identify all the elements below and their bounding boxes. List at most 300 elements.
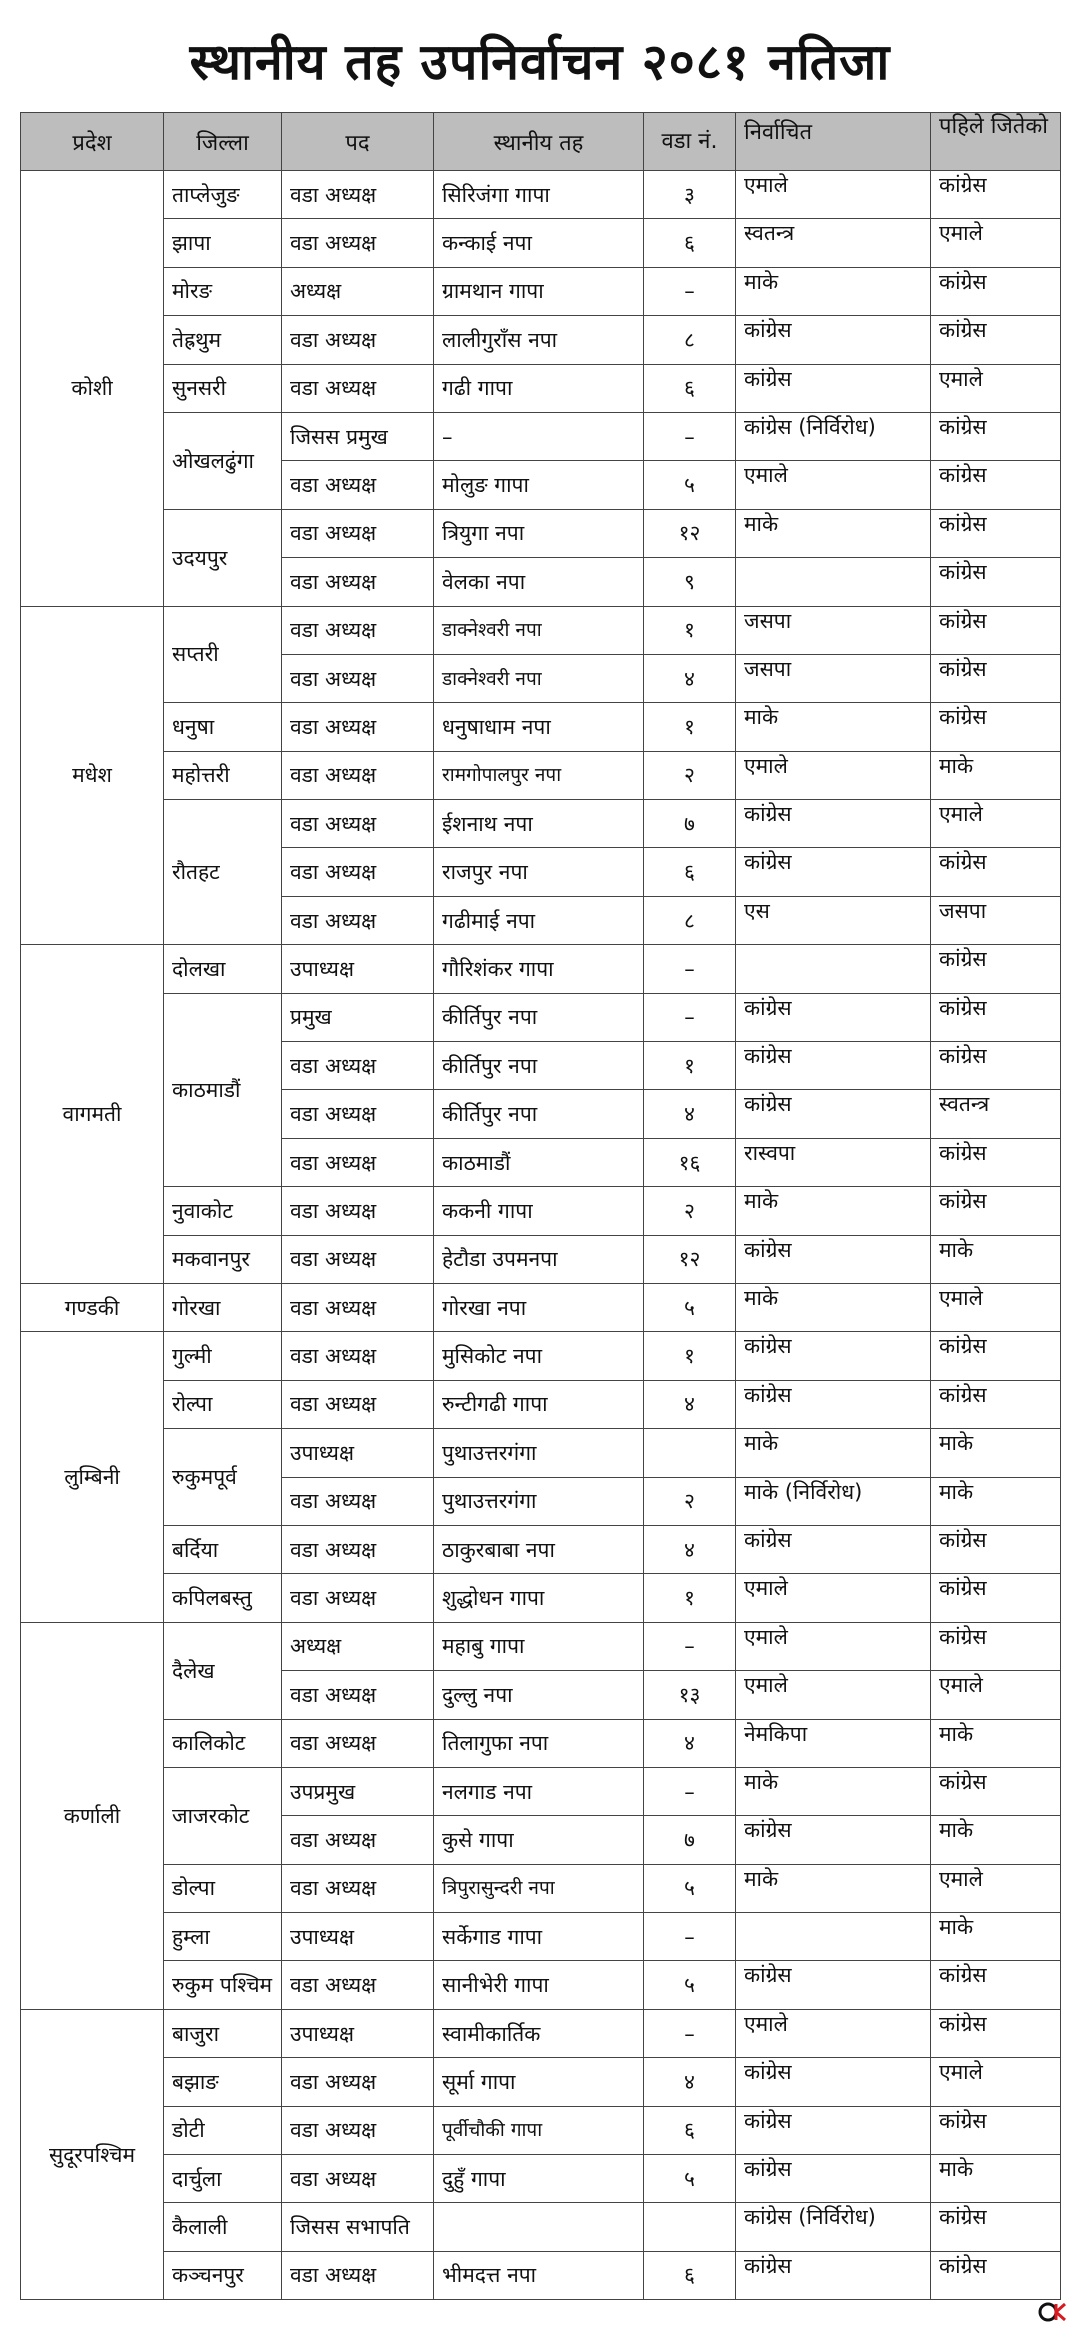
local-level-cell: वेलका नपा <box>434 558 644 606</box>
previous-winner-cell: माके <box>931 1235 1061 1283</box>
district-cell: बर्दिया <box>164 1525 282 1573</box>
local-level-cell: कुसे गापा <box>434 1816 644 1864</box>
ward-no-cell: १३ <box>644 1671 736 1719</box>
local-level-cell: – <box>434 412 644 460</box>
local-level-cell: सर्केगाड गापा <box>434 1913 644 1961</box>
elected-cell: एमाले <box>736 1671 931 1719</box>
post-cell: वडा अध्यक्ष <box>282 1138 434 1186</box>
district-cell: डोल्पा <box>164 1864 282 1912</box>
previous-winner-cell: माके <box>931 1477 1061 1525</box>
ward-no-cell: – <box>644 945 736 993</box>
post-cell: उपाध्यक्ष <box>282 1913 434 1961</box>
header-district: जिल्ला <box>164 113 282 171</box>
previous-winner-cell: कांग्रेस <box>931 2251 1061 2299</box>
post-cell: वडा अध्यक्ष <box>282 1380 434 1428</box>
table-row <box>21 316 1061 364</box>
local-level-cell: गढीमाई नपा <box>434 896 644 944</box>
previous-winner-cell: कांग्रेस <box>931 993 1061 1041</box>
post-cell: वडा अध्यक्ष <box>282 1719 434 1767</box>
previous-winner-cell: एमाले <box>931 364 1061 412</box>
post-cell: वडा अध्यक्ष <box>282 364 434 412</box>
table-row <box>21 1187 1061 1235</box>
ward-no-cell: ४ <box>644 1380 736 1428</box>
elected-cell: एमाले <box>736 461 931 509</box>
elected-cell: कांग्रेस <box>736 2251 931 2299</box>
previous-winner-cell: कांग्रेस <box>931 1961 1061 2009</box>
post-cell: वडा अध्यक्ष <box>282 1671 434 1719</box>
table-row <box>21 1961 1061 2009</box>
page-title: स्थानीय तह उपनिर्वाचन २०८१ नतिजा <box>189 33 891 91</box>
local-level-cell: कन्काई नपा <box>434 219 644 267</box>
ward-no-cell: ५ <box>644 461 736 509</box>
elected-cell: माके <box>736 509 931 557</box>
table-row <box>21 1622 1061 1670</box>
elected-cell: माके <box>736 1283 931 1331</box>
table-row <box>21 703 1061 751</box>
previous-winner-cell: एमाले <box>931 800 1061 848</box>
ward-no-cell: ६ <box>644 364 736 412</box>
table-row <box>21 800 1061 848</box>
elected-cell: रास्वपा <box>736 1138 931 1186</box>
local-level-cell: त्रिपुरासुन्दरी नपा <box>434 1864 644 1912</box>
table-row <box>21 2155 1061 2203</box>
district-cell: ओखलढुंगा <box>164 412 282 509</box>
elected-cell <box>736 558 931 606</box>
header-previous-winner: पहिले जितेको <box>931 113 1061 171</box>
elected-cell: एमाले <box>736 2009 931 2057</box>
local-level-cell: डाक्नेश्वरी नपा <box>434 606 644 654</box>
district-cell: रुकुमपूर्व <box>164 1429 282 1526</box>
header-ward-no: वडा नं. <box>644 113 736 171</box>
header-elected: निर्वाचित <box>736 113 931 171</box>
district-cell: कैलाली <box>164 2203 282 2251</box>
elected-cell <box>736 945 931 993</box>
elected-cell: कांग्रेस <box>736 316 931 364</box>
district-cell: नुवाकोट <box>164 1187 282 1235</box>
province-cell: मधेश <box>21 606 164 945</box>
local-level-cell: महाबु गापा <box>434 1622 644 1670</box>
post-cell: वडा अध्यक्ष <box>282 800 434 848</box>
local-level-cell: धनुषाधाम नपा <box>434 703 644 751</box>
previous-winner-cell: कांग्रेस <box>931 606 1061 654</box>
ward-no-cell: ४ <box>644 2058 736 2106</box>
local-level-cell: दुल्लु नपा <box>434 1671 644 1719</box>
ward-no-cell: – <box>644 1622 736 1670</box>
ward-no-cell: ७ <box>644 1816 736 1864</box>
local-level-cell: गौरिशंकर गापा <box>434 945 644 993</box>
previous-winner-cell: कांग्रेस <box>931 1138 1061 1186</box>
table-row <box>21 2251 1061 2299</box>
elected-cell: माके <box>736 703 931 751</box>
post-cell: वडा अध्यक्ष <box>282 2155 434 2203</box>
ward-no-cell: – <box>644 1913 736 1961</box>
district-cell: मकवानपुर <box>164 1235 282 1283</box>
table-row <box>21 171 1061 219</box>
district-cell: उदयपुर <box>164 509 282 606</box>
elected-cell: माके <box>736 1429 931 1477</box>
district-cell: रुकुम पश्चिम <box>164 1961 282 2009</box>
elected-cell: माके (निर्विरोध) <box>736 1477 931 1525</box>
previous-winner-cell: कांग्रेस <box>931 2106 1061 2154</box>
local-level-cell: सूर्मा गापा <box>434 2058 644 2106</box>
table-row <box>21 1913 1061 1961</box>
ward-no-cell: – <box>644 412 736 460</box>
post-cell: वडा अध्यक्ष <box>282 219 434 267</box>
ward-no-cell: ४ <box>644 1525 736 1573</box>
elected-cell: कांग्रेस (निर्विरोध) <box>736 2203 931 2251</box>
post-cell: वडा अध्यक्ष <box>282 1961 434 2009</box>
previous-winner-cell: माके <box>931 1816 1061 1864</box>
previous-winner-cell: कांग्रेस <box>931 461 1061 509</box>
post-cell: वडा अध्यक्ष <box>282 1187 434 1235</box>
local-level-cell: दुहुँ गापा <box>434 2155 644 2203</box>
ward-no-cell: १ <box>644 1332 736 1380</box>
province-cell: कर्णाली <box>21 1622 164 2009</box>
post-cell: उपाध्यक्ष <box>282 1429 434 1477</box>
post-cell: जिसस प्रमुख <box>282 412 434 460</box>
elected-cell: कांग्रेस <box>736 993 931 1041</box>
district-cell: बाजुरा <box>164 2009 282 2057</box>
ward-no-cell: ४ <box>644 1719 736 1767</box>
local-level-cell: ठाकुरबाबा नपा <box>434 1525 644 1573</box>
ward-no-cell: १ <box>644 1574 736 1622</box>
table-row <box>21 219 1061 267</box>
province-cell: सुदूरपश्चिम <box>21 2009 164 2299</box>
previous-winner-cell: स्वतन्त्र <box>931 1090 1061 1138</box>
district-cell: दैलेख <box>164 1622 282 1719</box>
ward-no-cell: ५ <box>644 1864 736 1912</box>
previous-winner-cell: कांग्रेस <box>931 171 1061 219</box>
table-row <box>21 993 1061 1041</box>
ward-no-cell: – <box>644 1767 736 1815</box>
previous-winner-cell: कांग्रेस <box>931 1767 1061 1815</box>
district-cell: गोरखा <box>164 1283 282 1331</box>
district-cell: मोरङ <box>164 267 282 315</box>
ward-no-cell: १ <box>644 1042 736 1090</box>
ward-no-cell: ९ <box>644 558 736 606</box>
previous-winner-cell: कांग्रेस <box>931 703 1061 751</box>
local-level-cell: मुसिकोट नपा <box>434 1332 644 1380</box>
local-level-cell: पूर्वीचौकी गापा <box>434 2106 644 2154</box>
post-cell: वडा अध्यक्ष <box>282 1283 434 1331</box>
ward-no-cell: ४ <box>644 654 736 702</box>
local-level-cell: लालीगुराँस नपा <box>434 316 644 364</box>
local-level-cell: डाक्नेश्वरी नपा <box>434 654 644 702</box>
local-level-cell: सानीभेरी गापा <box>434 1961 644 2009</box>
local-level-cell: शुद्धोधन गापा <box>434 1574 644 1622</box>
ward-no-cell: १ <box>644 606 736 654</box>
elected-cell: कांग्रेस <box>736 1332 931 1380</box>
post-cell: वडा अध्यक्ष <box>282 171 434 219</box>
elected-cell: एमाले <box>736 1574 931 1622</box>
table-row <box>21 509 1061 557</box>
local-level-cell: गोरखा नपा <box>434 1283 644 1331</box>
post-cell: वडा अध्यक्ष <box>282 1090 434 1138</box>
post-cell: वडा अध्यक्ष <box>282 1574 434 1622</box>
previous-winner-cell: कांग्रेस <box>931 509 1061 557</box>
post-cell: अध्यक्ष <box>282 1622 434 1670</box>
local-level-cell: स्वामीकार्तिक <box>434 2009 644 2057</box>
previous-winner-cell: माके <box>931 2155 1061 2203</box>
previous-winner-cell: एमाले <box>931 2058 1061 2106</box>
ward-no-cell <box>644 2203 736 2251</box>
previous-winner-cell: कांग्रेस <box>931 412 1061 460</box>
elected-cell: एस <box>736 896 931 944</box>
elected-cell: एमाले <box>736 1622 931 1670</box>
post-cell: उपाध्यक्ष <box>282 945 434 993</box>
district-cell: झापा <box>164 219 282 267</box>
elected-cell: स्वतन्त्र <box>736 219 931 267</box>
previous-winner-cell: एमाले <box>931 1864 1061 1912</box>
previous-winner-cell: एमाले <box>931 1671 1061 1719</box>
post-cell: अध्यक्ष <box>282 267 434 315</box>
post-cell: वडा अध्यक्ष <box>282 2106 434 2154</box>
previous-winner-cell: कांग्रेस <box>931 1380 1061 1428</box>
ward-no-cell: ७ <box>644 800 736 848</box>
local-level-cell: ग्रामथान गापा <box>434 267 644 315</box>
table-row <box>21 1332 1061 1380</box>
table-row <box>21 2106 1061 2154</box>
table-row <box>21 606 1061 654</box>
previous-winner-cell: कांग्रेस <box>931 267 1061 315</box>
district-cell: ताप्लेजुङ <box>164 171 282 219</box>
local-level-cell: राजपुर नपा <box>434 848 644 896</box>
table-body <box>21 171 1061 2300</box>
elected-cell <box>736 1913 931 1961</box>
table-row <box>21 2058 1061 2106</box>
elected-cell: कांग्रेस <box>736 848 931 896</box>
results-table <box>20 112 1061 2300</box>
elected-cell: माके <box>736 1767 931 1815</box>
post-cell: वडा अध्यक्ष <box>282 316 434 364</box>
previous-winner-cell: एमाले <box>931 219 1061 267</box>
previous-winner-cell: कांग्रेस <box>931 558 1061 606</box>
previous-winner-cell: माके <box>931 1719 1061 1767</box>
previous-winner-cell: कांग्रेस <box>931 848 1061 896</box>
post-cell: वडा अध्यक्ष <box>282 2251 434 2299</box>
previous-winner-cell: कांग्रेस <box>931 1332 1061 1380</box>
table-row <box>21 412 1061 460</box>
ward-no-cell: ८ <box>644 896 736 944</box>
ward-no-cell: ६ <box>644 219 736 267</box>
elected-cell: कांग्रेस <box>736 2106 931 2154</box>
logo-text: OK <box>1038 2300 1040 2301</box>
table-row <box>21 2203 1061 2251</box>
elected-cell: माके <box>736 267 931 315</box>
ward-no-cell: १ <box>644 703 736 751</box>
elected-cell: जसपा <box>736 606 931 654</box>
district-cell: दोलखा <box>164 945 282 993</box>
elected-cell: कांग्रेस <box>736 2155 931 2203</box>
header-post: पद <box>282 113 434 171</box>
local-level-cell: कीर्तिपुर नपा <box>434 993 644 1041</box>
local-level-cell: भीमदत्त नपा <box>434 2251 644 2299</box>
local-level-cell: कीर्तिपुर नपा <box>434 1042 644 1090</box>
post-cell: वडा अध्यक्ष <box>282 1235 434 1283</box>
province-cell: लुम्बिनी <box>21 1332 164 1622</box>
previous-winner-cell: कांग्रेस <box>931 2009 1061 2057</box>
ward-no-cell: – <box>644 993 736 1041</box>
table-row <box>21 1719 1061 1767</box>
local-level-cell: रामगोपालपुर नपा <box>434 751 644 799</box>
table-header-row <box>21 113 1061 171</box>
district-cell: कपिलबस्तु <box>164 1574 282 1622</box>
local-level-cell: हेटौडा उपमनपा <box>434 1235 644 1283</box>
table-row <box>21 751 1061 799</box>
previous-winner-cell: एमाले <box>931 1283 1061 1331</box>
local-level-cell: ककनी गापा <box>434 1187 644 1235</box>
table-row <box>21 1235 1061 1283</box>
table-row <box>21 945 1061 993</box>
ward-no-cell: ८ <box>644 316 736 364</box>
header-province: प्रदेश <box>21 113 164 171</box>
ward-no-cell: ५ <box>644 2155 736 2203</box>
local-level-cell: पुथाउत्तरगंगा <box>434 1429 644 1477</box>
ward-no-cell: २ <box>644 1187 736 1235</box>
table-row <box>21 1525 1061 1573</box>
local-level-cell: त्रियुगा नपा <box>434 509 644 557</box>
previous-winner-cell: माके <box>931 1429 1061 1477</box>
elected-cell: कांग्रेस <box>736 1090 931 1138</box>
elected-cell: कांग्रेस <box>736 800 931 848</box>
district-cell: काठमाडौं <box>164 993 282 1187</box>
post-cell: वडा अध्यक्ष <box>282 1477 434 1525</box>
post-cell: वडा अध्यक्ष <box>282 654 434 702</box>
district-cell: हुम्ला <box>164 1913 282 1961</box>
ward-no-cell: ६ <box>644 2251 736 2299</box>
district-cell: जाजरकोट <box>164 1767 282 1864</box>
district-cell: गुल्मी <box>164 1332 282 1380</box>
ward-no-cell: ६ <box>644 2106 736 2154</box>
post-cell: जिसस सभापति <box>282 2203 434 2251</box>
district-cell: दार्चुला <box>164 2155 282 2203</box>
ward-no-cell: ३ <box>644 171 736 219</box>
province-cell: कोशी <box>21 171 164 607</box>
local-level-cell: पुथाउत्तरगंगा <box>434 1477 644 1525</box>
elected-cell: नेमकिपा <box>736 1719 931 1767</box>
previous-winner-cell: कांग्रेस <box>931 945 1061 993</box>
elected-cell: कांग्रेस (निर्विरोध) <box>736 412 931 460</box>
table-row <box>21 1574 1061 1622</box>
previous-winner-cell: माके <box>931 751 1061 799</box>
table-row <box>21 1864 1061 1912</box>
district-cell: धनुषा <box>164 703 282 751</box>
table-row <box>21 1429 1061 1477</box>
post-cell: वडा अध्यक्ष <box>282 558 434 606</box>
elected-cell: कांग्रेस <box>736 2058 931 2106</box>
post-cell: वडा अध्यक्ष <box>282 703 434 751</box>
header-local-level: स्थानीय तह <box>434 113 644 171</box>
province-cell: गण्डकी <box>21 1283 164 1331</box>
local-level-cell: कीर्तिपुर नपा <box>434 1090 644 1138</box>
post-cell: वडा अध्यक्ष <box>282 461 434 509</box>
elected-cell: कांग्रेस <box>736 1235 931 1283</box>
post-cell: वडा अध्यक्ष <box>282 606 434 654</box>
elected-cell: एमाले <box>736 751 931 799</box>
ward-no-cell: – <box>644 2009 736 2057</box>
post-cell: प्रमुख <box>282 993 434 1041</box>
district-cell: सुनसरी <box>164 364 282 412</box>
elected-cell: माके <box>736 1864 931 1912</box>
district-cell: कालिकोट <box>164 1719 282 1767</box>
district-cell: महोत्तरी <box>164 751 282 799</box>
ward-no-cell: ५ <box>644 1283 736 1331</box>
district-cell: सप्तरी <box>164 606 282 703</box>
ward-no-cell: – <box>644 267 736 315</box>
table-row <box>21 1767 1061 1815</box>
table-row <box>21 1283 1061 1331</box>
post-cell: वडा अध्यक्ष <box>282 509 434 557</box>
previous-winner-cell: कांग्रेस <box>931 1574 1061 1622</box>
ward-no-cell: १६ <box>644 1138 736 1186</box>
local-level-cell: रुन्टीगढी गापा <box>434 1380 644 1428</box>
local-level-cell: काठमाडौं <box>434 1138 644 1186</box>
post-cell: वडा अध्यक्ष <box>282 751 434 799</box>
table-row <box>21 1380 1061 1428</box>
elected-cell: कांग्रेस <box>736 1525 931 1573</box>
ward-no-cell: ६ <box>644 848 736 896</box>
ward-no-cell: २ <box>644 1477 736 1525</box>
post-cell: वडा अध्यक्ष <box>282 1864 434 1912</box>
local-level-cell: सिरिजंगा गापा <box>434 171 644 219</box>
elected-cell: कांग्रेस <box>736 1961 931 2009</box>
ward-no-cell: १२ <box>644 1235 736 1283</box>
previous-winner-cell: कांग्रेस <box>931 316 1061 364</box>
previous-winner-cell: कांग्रेस <box>931 1042 1061 1090</box>
district-cell: तेह्रथुम <box>164 316 282 364</box>
post-cell: उपप्रमुख <box>282 1767 434 1815</box>
post-cell: वडा अध्यक्ष <box>282 896 434 944</box>
post-cell: उपाध्यक्ष <box>282 2009 434 2057</box>
post-cell: वडा अध्यक्ष <box>282 2058 434 2106</box>
previous-winner-cell: कांग्रेस <box>931 2203 1061 2251</box>
local-level-cell: तिलागुफा नपा <box>434 1719 644 1767</box>
elected-cell: कांग्रेस <box>736 1816 931 1864</box>
previous-winner-cell: कांग्रेस <box>931 1525 1061 1573</box>
local-level-cell: मोलुङ गापा <box>434 461 644 509</box>
post-cell: वडा अध्यक्ष <box>282 1816 434 1864</box>
elected-cell: माके <box>736 1187 931 1235</box>
ward-no-cell: १२ <box>644 509 736 557</box>
local-level-cell: नलगाड नपा <box>434 1767 644 1815</box>
district-cell: रोल्पा <box>164 1380 282 1428</box>
ward-no-cell: ५ <box>644 1961 736 2009</box>
ward-no-cell <box>644 1429 736 1477</box>
post-cell: वडा अध्यक्ष <box>282 1332 434 1380</box>
previous-winner-cell: कांग्रेस <box>931 1187 1061 1235</box>
district-cell: कञ्चनपुर <box>164 2251 282 2299</box>
previous-winner-cell: जसपा <box>931 896 1061 944</box>
district-cell: बझाङ <box>164 2058 282 2106</box>
ward-no-cell: २ <box>644 751 736 799</box>
table-row <box>21 267 1061 315</box>
province-cell: वागमती <box>21 945 164 1284</box>
elected-cell: कांग्रेस <box>736 364 931 412</box>
post-cell: वडा अध्यक्ष <box>282 848 434 896</box>
table-row <box>21 364 1061 412</box>
table-row <box>21 2009 1061 2057</box>
elected-cell: एमाले <box>736 171 931 219</box>
onlinekhabar-logo-icon <box>1038 2300 1068 2324</box>
district-cell: डोटी <box>164 2106 282 2154</box>
district-cell: रौतहट <box>164 800 282 945</box>
local-level-cell: ईशनाथ नपा <box>434 800 644 848</box>
previous-winner-cell: कांग्रेस <box>931 1622 1061 1670</box>
elected-cell: कांग्रेस <box>736 1380 931 1428</box>
post-cell: वडा अध्यक्ष <box>282 1525 434 1573</box>
elected-cell: जसपा <box>736 654 931 702</box>
elected-cell: कांग्रेस <box>736 1042 931 1090</box>
